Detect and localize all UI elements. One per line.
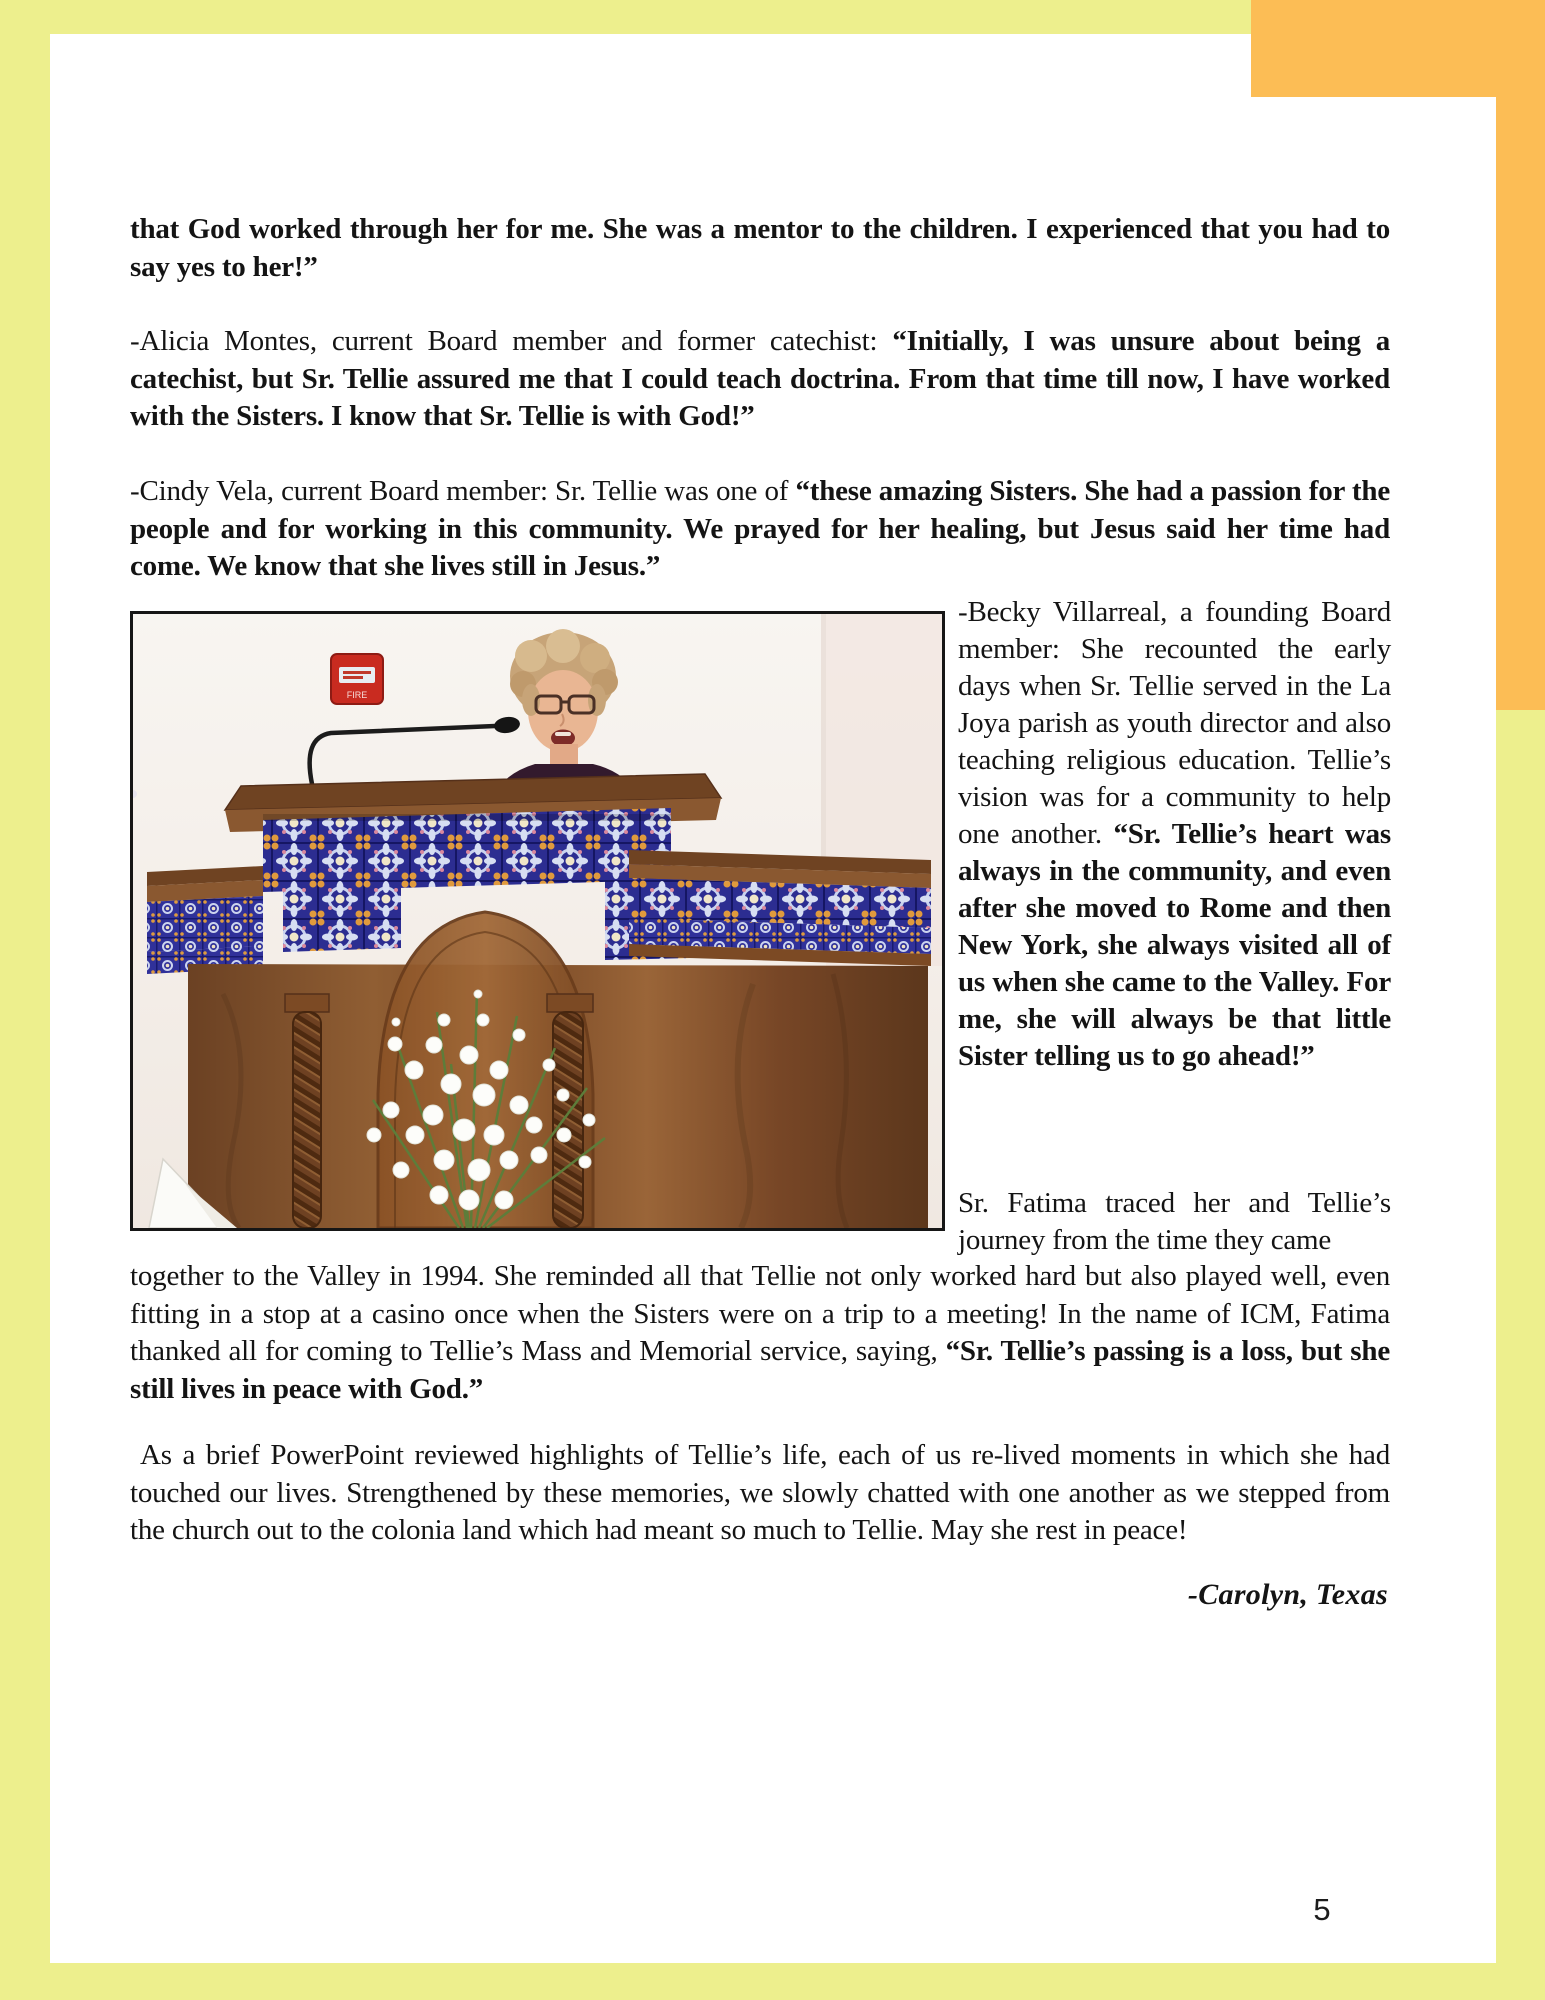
fire-alarm-label: FIRE <box>346 690 368 700</box>
right-border-yellow-bar <box>1496 710 1545 1963</box>
quote-paragraph: that God worked through her for me. She was a mentor to the children. I experienced that you had to say yes to her!” <box>130 213 1390 283</box>
fatima-paragraph-start: Sr. Fatima traced her and Tellie’s journey from the time they came <box>958 1187 1391 1256</box>
desk-tile-left-leg <box>283 882 401 952</box>
alicia-montes-paragraph: -Alicia Montes, current Board member and former catechist: “Initially, I was unsure about being a catechist, but Sr. Tellie assured me that I could teach doctrina. From that time till now, I have worked with the Sisters. I know that Sr. Tellie is with God!” <box>130 325 1390 432</box>
top-right-orange-block <box>1251 0 1545 97</box>
pulpit-left-wing <box>147 866 263 974</box>
becky-villarreal-paragraph: -Becky Villarreal, a founding Board member: She recounted the early days when Sr. Tellie served in the La Joya parish as youth director and also teaching religious education. Tellie’s vision was for a community to help one another. “Sr. Tellie’s heart was always in the community, and even after she moved to Rome and then New York, she always visited all of us when she came to the Valley. For me, she will always be that little Sister telling us to go ahead!” <box>958 596 1391 1072</box>
right-border-orange-bar <box>1496 97 1545 710</box>
fire-alarm-icon <box>331 654 383 704</box>
pulpit-photo-illustration <box>133 614 942 1228</box>
left-border-bar <box>0 0 50 2000</box>
twisted-column-left <box>293 1012 321 1228</box>
pulpit-right-wing <box>629 850 931 966</box>
memorial-photo <box>130 611 945 1231</box>
twisted-column-right <box>553 1012 583 1228</box>
closing-paragraph: As a brief PowerPoint reviewed highlights of Tellie’s life, each of us re-lived moments in which she had touched our lives. Strengthened by these memories, we slowly chatted with one another as we stepped from the church out to the colonia land which had meant so much to Tellie. May she rest in peace! <box>130 1439 1390 1546</box>
fatima-paragraph-continued: together to the Valley in 1994. She reminded all that Tellie not only worked hard but also played well, even fitting in a stop at a casino once when the Sisters were on a trip to a meeting! In the name of ICM, Fatima thanked all for coming to Tellie’s Mass and Memorial service, saying, “Sr. Tellie’s passing is a loss, but she still lives in peace with God.” <box>130 1260 1390 1405</box>
top-border-bar <box>0 0 1251 34</box>
cindy-vela-paragraph: -Cindy Vela, current Board member: Sr. Tellie was one of “these amazing Sisters. She had a passion for the people and for working in this community. We prayed for her healing, but Jesus said her time had come. We know that she lives still in Jesus.” <box>130 475 1390 582</box>
bottom-border-bar <box>0 1963 1545 2000</box>
page-number: 5 <box>1313 1892 1331 1927</box>
author-signature: -Carolyn, Texas <box>1187 1578 1388 1611</box>
